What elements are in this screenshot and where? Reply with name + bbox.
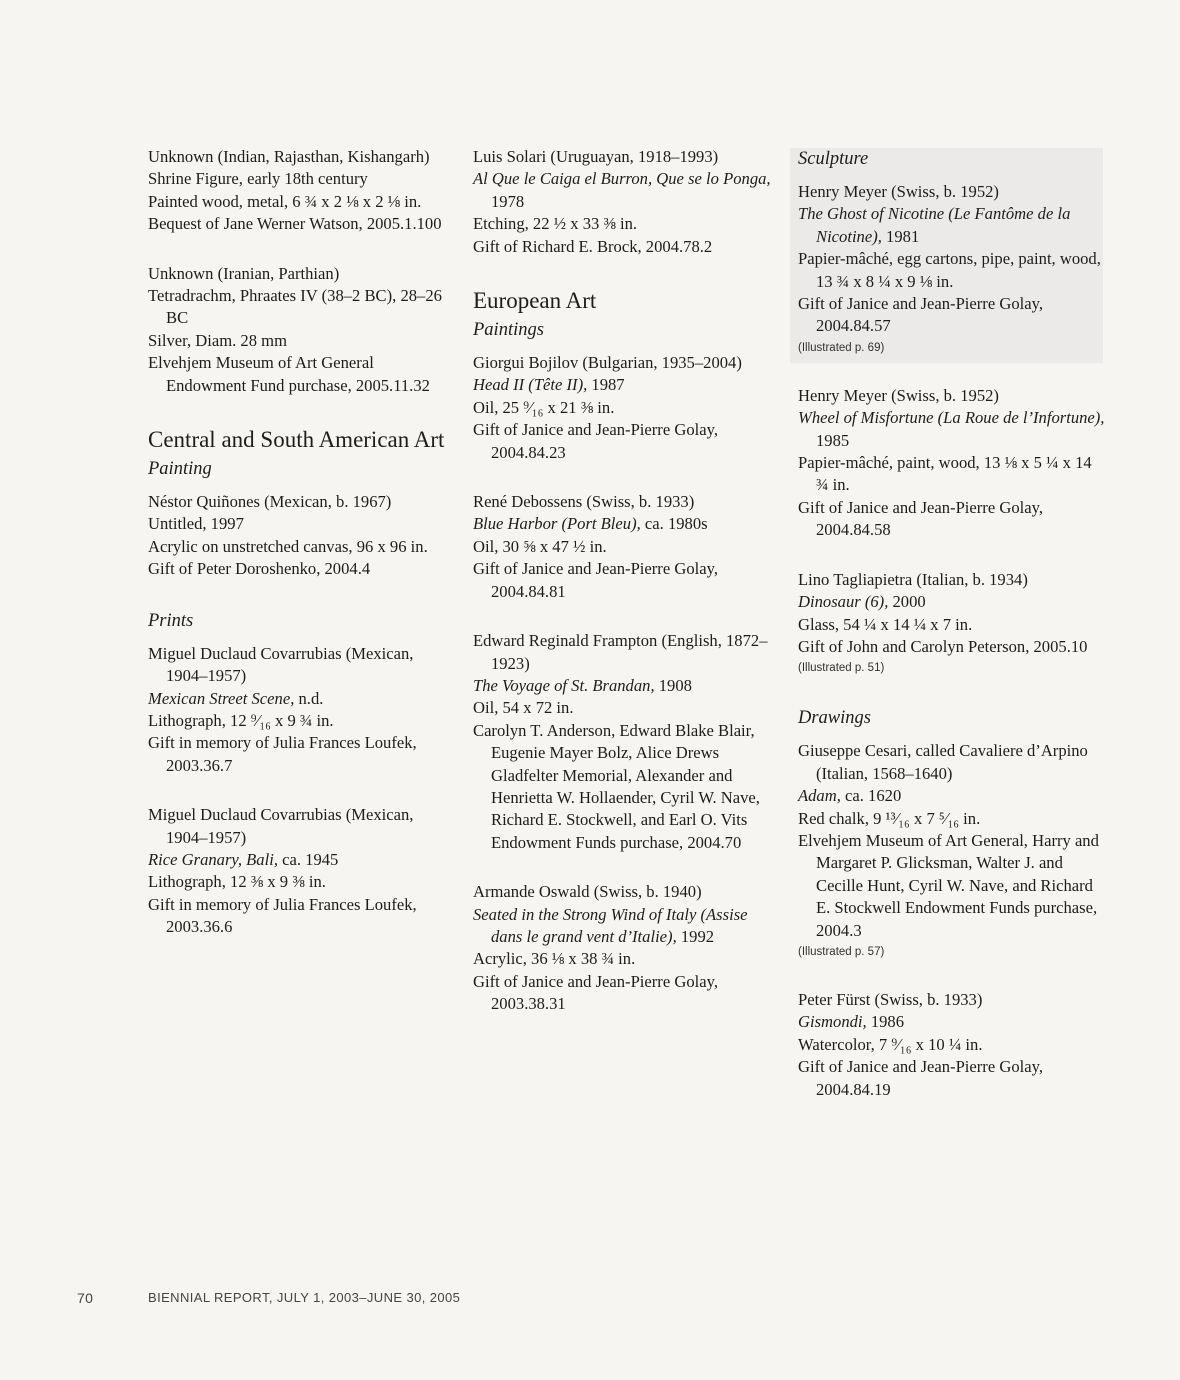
artist-line: Luis Solari (Uruguayan, 1918–1993) [473, 147, 719, 166]
artwork-date: 1908 [654, 675, 692, 695]
artist-line: Lino Tagliapietra (Italian, b. 1934) [798, 569, 1028, 589]
column-2 [473, 146, 778, 1043]
catalog-entry [473, 881, 778, 1015]
artwork-date: 2000 [888, 592, 926, 612]
column-3 [798, 146, 1108, 1128]
title-line [798, 785, 1108, 807]
catalog-entry [798, 989, 1108, 1101]
category-heading: Drawings [798, 708, 871, 729]
catalog-entry [148, 804, 453, 938]
artwork-date: ca. 1980s [640, 514, 708, 534]
artist-line: Armande Oswald (Swiss, b. 1940) [473, 882, 702, 902]
credit-line: Gift of Richard E. Brock, 2004.78.2 [473, 236, 713, 256]
credit-line: Carolyn T. Anderson, Edward Blake Blair, Eugenie Mayer Bolz, Alice Drews Gladfelter Memorial, Alexander and Henrietta W. Hollaender, Cyril W. Nave, Richard E. Stockwell, and Earl O. Vits Endowment Funds purchase, 2004.70 [473, 720, 760, 852]
title-line [473, 904, 778, 949]
artwork-title: Head II (Tête II), [473, 375, 588, 395]
medium-line: Oil, 25 ⁹⁄₁₆ x 21 ⅜ in. [473, 397, 615, 417]
title-line [798, 407, 1108, 452]
column-1 [148, 146, 453, 966]
artwork-title: Al Que le Caiga el Burron, Que se lo Ponga, [473, 169, 771, 189]
catalog-entry [798, 569, 1108, 679]
page-number: 70 [77, 1290, 94, 1306]
catalog-entry [148, 263, 453, 397]
credit-line: Gift of Janice and Jean-Pierre Golay, 2004.84.58 [798, 497, 1043, 540]
section-heading: European Art [473, 288, 597, 314]
illustration-note: (Illustrated p. 57) [798, 945, 885, 958]
artwork-title: Rice Granary, Bali, [148, 849, 278, 869]
artwork-title: Blue Harbor (Port Bleu), [473, 514, 641, 534]
artist-line: Peter Fürst (Swiss, b. 1933) [798, 989, 983, 1009]
credit-line: Gift of Janice and Jean-Pierre Golay, 2004.84.23 [473, 420, 718, 462]
medium-line: Papier-mâché, paint, wood, 13 ⅛ x 5 ¼ x 14 ¾ in. [798, 453, 1092, 495]
artwork-title: Mexican Street Scene, [148, 688, 295, 708]
catalog-entry [473, 630, 778, 854]
medium-line: Oil, 54 x 72 in. [473, 698, 574, 718]
title-line [798, 591, 1108, 613]
title-line [473, 513, 778, 535]
running-footer: BIENNIAL REPORT, JULY 1, 2003–JUNE 30, 2005 [148, 1290, 461, 1305]
artwork-title: Wheel of Misfortune (La Roue de l’Infortune), [798, 408, 1105, 428]
medium-line: Lithograph, 12 ⁹⁄₁₆ x 9 ¾ in. [148, 710, 334, 730]
section-heading: Central and South American Art [148, 427, 445, 453]
artwork-date: 1992 [676, 926, 715, 946]
credit-line: Bequest of Jane Werner Watson, 2005.1.100 [148, 214, 442, 234]
catalog-entry [798, 740, 1108, 962]
title-line: Shrine Figure, early 18th century [148, 169, 368, 189]
title-line [473, 168, 778, 213]
credit-line: Gift of Janice and Jean-Pierre Golay, 2004.84.19 [798, 1057, 1043, 1099]
medium-line: Painted wood, metal, 6 ¾ x 2 ⅛ x 2 ⅛ in. [148, 191, 422, 211]
catalog-entry [473, 352, 778, 464]
artwork-date: 1985 [816, 430, 850, 450]
medium-line: Etching, 22 ½ x 33 ⅜ in. [473, 214, 638, 234]
medium-line: Red chalk, 9 ¹³⁄₁₆ x 7 ⁵⁄₁₆ in. [798, 808, 981, 828]
medium-line: Watercolor, 7 ⁹⁄₁₆ x 10 ¼ in. [798, 1034, 983, 1054]
artwork-date: 1987 [587, 375, 625, 395]
artwork-title: The Ghost of Nicotine (Le Fantôme de la Nicotine), [798, 204, 1071, 246]
artwork-title: Dinosaur (6), [798, 592, 889, 612]
medium-line: Glass, 54 ¼ x 14 ¼ x 7 in. [798, 614, 973, 634]
artist-line: Miguel Duclaud Covarrubias (Mexican, 1904–1957) [148, 643, 414, 686]
credit-line: Elvehjem Museum of Art General, Harry and Margaret P. Glicksman, Walter J. and Cecille Hunt, Cyril W. Nave, and Richard E. Stockwell Endowment Funds purchase, 2004.3 [798, 830, 1099, 940]
medium-line: Oil, 30 ⅝ x 47 ½ in. [473, 536, 607, 556]
catalog-entry [798, 385, 1108, 542]
credit-line: Gift of Janice and Jean-Pierre Golay, 2004.84.81 [473, 559, 718, 601]
artwork-title: Adam, [798, 786, 841, 806]
artwork-title: Seated in the Strong Wind of Italy (Assise dans le grand vent d’Italie), [473, 904, 748, 946]
catalog-entry [473, 491, 778, 603]
artwork-date: 1978 [491, 191, 525, 211]
artist-line: René Debossens (Swiss, b. 1933) [473, 492, 695, 512]
artist-line: Miguel Duclaud Covarrubias (Mexican, 1904–1957) [148, 805, 414, 847]
catalog-entry [148, 146, 453, 236]
category-heading: Paintings [473, 320, 544, 341]
artwork-title: Gismondi, [798, 1012, 867, 1032]
catalog-entry [148, 643, 453, 777]
title-line: Tetradrachm, Phraates IV (38–2 BC), 28–26 BC [148, 286, 442, 328]
credit-line: Gift of Janice and Jean-Pierre Golay, 2003.38.31 [473, 971, 718, 1014]
artist-line: Néstor Quiñones (Mexican, b. 1967) [148, 492, 392, 512]
medium-line: Acrylic, 36 ⅛ x 38 ¾ in. [473, 949, 636, 969]
category-heading: Painting [148, 459, 212, 480]
artist-line: Edward Reginald Frampton (English, 1872–1923) [473, 631, 768, 673]
category-heading: Sculpture [798, 149, 869, 169]
artist-line: Henry Meyer (Swiss, b. 1952) [798, 182, 999, 201]
credit-line: Gift of Peter Doroshenko, 2004.4 [148, 559, 371, 579]
artwork-date: 1986 [866, 1012, 905, 1032]
credit-line: Gift in memory of Julia Frances Loufek, 2003.36.7 [148, 733, 417, 775]
title-line [148, 849, 453, 871]
credit-line: Elvehjem Museum of Art General Endowment Fund purchase, 2005.11.32 [148, 353, 430, 395]
artist-line: Unknown (Indian, Rajasthan, Kishangarh) [148, 147, 430, 166]
medium-line: Lithograph, 12 ⅜ x 9 ⅜ in. [148, 872, 326, 892]
artist-line: Giuseppe Cesari, called Cavaliere d’Arpino (Italian, 1568–1640) [798, 741, 1088, 783]
artwork-date: ca. 1620 [840, 786, 902, 806]
catalog-entry [798, 181, 1108, 358]
credit-line: Gift of Janice and Jean-Pierre Golay, 2004.84.57 [798, 294, 1043, 336]
credit-line: Gift of John and Carolyn Peterson, 2005.10 [798, 636, 1088, 656]
artist-line: Giorgui Bojilov (Bulgarian, 1935–2004) [473, 353, 742, 373]
title-line [473, 675, 778, 697]
medium-line: Acrylic on unstretched canvas, 96 x 96 in. [148, 536, 428, 556]
credit-line: Gift in memory of Julia Frances Loufek, 2003.36.6 [148, 894, 417, 937]
category-heading: Prints [148, 610, 194, 631]
catalog-entry [148, 491, 453, 581]
artwork-date: 1981 [881, 226, 920, 246]
artwork-title: The Voyage of St. Brandan, [473, 675, 655, 695]
illustration-note: (Illustrated p. 51) [798, 662, 885, 675]
title-line [798, 1011, 1108, 1033]
medium-line: Silver, Diam. 28 mm [148, 330, 287, 350]
title-line [473, 374, 778, 396]
medium-line: Papier-mâché, egg cartons, pipe, paint, wood, 13 ¾ x 8 ¼ x 9 ⅛ in. [798, 249, 1101, 291]
title-line [148, 688, 453, 710]
artist-line: Unknown (Iranian, Parthian) [148, 263, 340, 283]
title-line [798, 203, 1108, 248]
artwork-date: ca. 1945 [277, 849, 339, 869]
illustration-note: (Illustrated p. 69) [798, 341, 885, 354]
title-line: Untitled, 1997 [148, 514, 244, 534]
artwork-date: n.d. [294, 688, 324, 708]
artist-line: Henry Meyer (Swiss, b. 1952) [798, 385, 999, 405]
catalog-entry [473, 146, 778, 258]
